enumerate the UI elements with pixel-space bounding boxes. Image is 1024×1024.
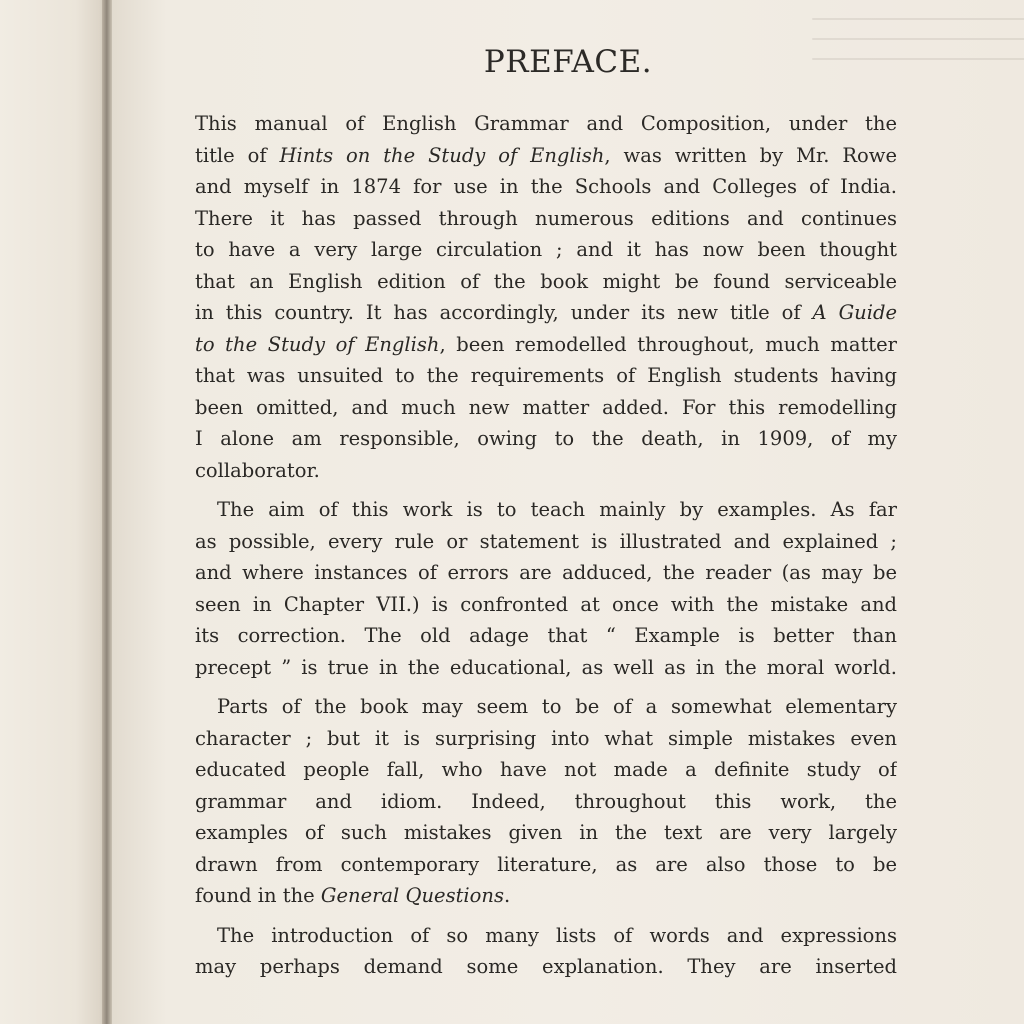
text-line: found in the General Questions.	[195, 884, 511, 907]
text-line: Parts of the book may seem to be of a somewhat elementary	[217, 695, 897, 718]
text-line: and myself in 1874 for use in the Schools and Colleges of India.	[195, 175, 897, 198]
text-line: character ; but it is surprising into what simple mistakes even	[195, 726, 897, 750]
text-line: seen in Chapter VII.) is confronted at once with the mistake and	[195, 592, 897, 616]
text-line: as possible, every rule or statement is illustrated and explained ;	[195, 529, 897, 553]
preface-body	[195, 108, 897, 983]
italic-title: Hints on the Study of English	[279, 143, 605, 167]
text-line: that was unsuited to the requirements of English students having	[195, 364, 897, 387]
page-title: PREFACE.	[483, 44, 653, 80]
text-line: and where instances of errors are adduced, the reader (as may be	[195, 561, 897, 584]
text-line: examples of such mistakes given in the text are very largely	[195, 821, 897, 844]
text-line: to the Study of English, been remodelled throughout, much matter	[195, 332, 897, 356]
text-line: drawn from contemporary literature, as are also those to be	[195, 852, 897, 876]
text-line: educated people fall, who have not made a definite study of	[195, 758, 897, 781]
text-line: to have a very large circulation ; and it has now been thought	[195, 238, 897, 261]
text-line: The introduction of so many lists of words and expressions	[217, 923, 897, 947]
text-line: precept ” is true in the educational, as well as in the moral world.	[195, 655, 897, 679]
italic-title: General Questions	[320, 884, 504, 907]
text-line: title of Hints on the Study of English, was written by Mr. Rowe	[195, 143, 897, 167]
italic-title: A Guide	[812, 301, 897, 324]
text-line: in this country. It has accordingly, under its new title of A Guide	[195, 301, 897, 324]
text-line: This manual of English Grammar and Composition, under the	[195, 112, 897, 135]
text-line: may perhaps demand some explanation. They are inserted	[195, 955, 897, 978]
text-line: I alone am responsible, owing to the death, in 1909, of my	[195, 427, 897, 450]
text-line: grammar and idiom. Indeed, throughout this work, the	[195, 789, 897, 813]
text-line: There it has passed through numerous editions and continues	[195, 206, 897, 230]
text-line: its correction. The old adage that “ Example is better than	[195, 624, 897, 647]
italic-title: to the Study of English	[195, 332, 440, 356]
text-line: The aim of this work is to teach mainly by examples. As far	[217, 498, 897, 521]
text-line: been omitted, and much new matter added. For this remodelling	[195, 395, 897, 419]
left-page	[0, 0, 108, 1024]
text-line: collaborator.	[195, 458, 320, 482]
text-line: that an English edition of the book might be found serviceable	[195, 269, 897, 293]
